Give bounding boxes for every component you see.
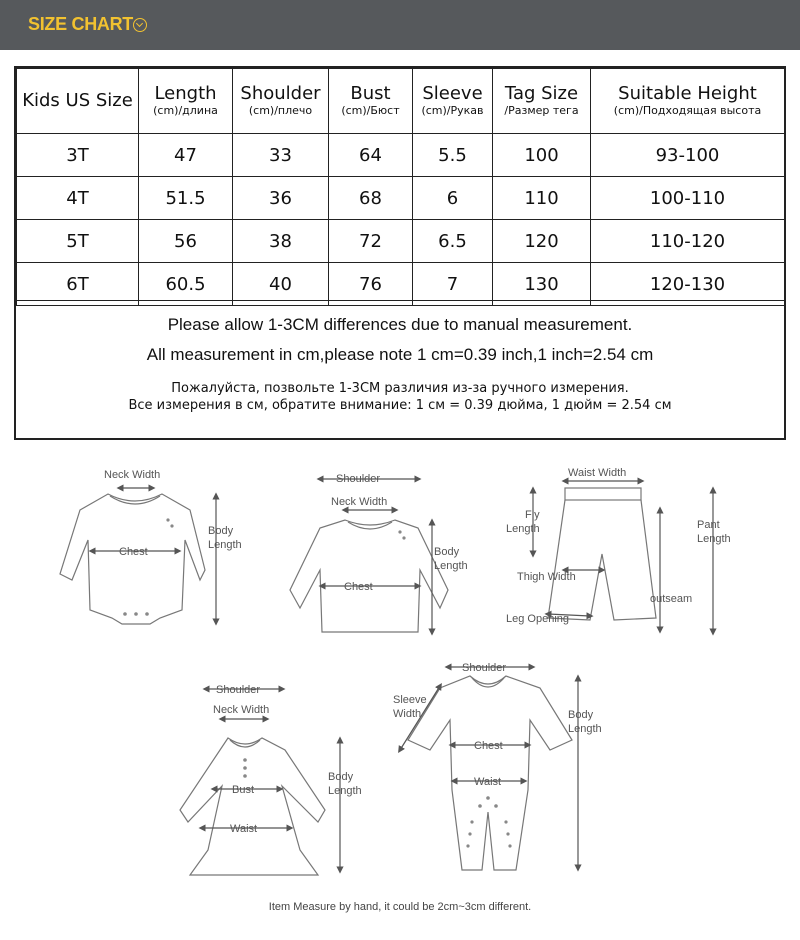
dress-body-label: Body bbox=[328, 771, 354, 783]
chevron-down-circle-icon bbox=[133, 18, 147, 32]
header-bar bbox=[0, 0, 800, 50]
note-russian-2: Все измерения в см, обратите внимание: 1 см = 0.39 дюйма, 1 дюйм = 2.54 см bbox=[128, 398, 672, 413]
note-russian-1: Пожалуйста, позвольте 1-3CM различия из-за ручного измерения. bbox=[171, 381, 629, 396]
romper-shoulder-label: Shoulder bbox=[462, 662, 507, 674]
romper-waist-label: Waist bbox=[474, 776, 502, 788]
table-cell: 6 bbox=[413, 177, 493, 220]
table-cell: 93-100 bbox=[591, 134, 785, 177]
pants-waist-label: Waist Width bbox=[568, 467, 627, 479]
dress-bust-label: Bust bbox=[232, 784, 255, 796]
footer-note: Item Measure by hand, it could be 2cm~3cm different. bbox=[268, 901, 532, 913]
table-cell: 38 bbox=[233, 220, 329, 263]
table-row bbox=[17, 134, 785, 177]
romper-chest-label: Chest bbox=[474, 740, 503, 752]
table-cell: 3T bbox=[17, 134, 139, 177]
dress-shoulder-label: Shoulder bbox=[216, 684, 261, 696]
shirt-length-label: Length bbox=[434, 560, 468, 572]
note-english-2: All measurement in cm,please note 1 cm=0.39 inch,1 inch=2.54 cm bbox=[146, 345, 654, 364]
shirt-shoulder-label: Shoulder bbox=[336, 473, 381, 485]
dress-diagram bbox=[180, 689, 340, 875]
pants-outline bbox=[548, 500, 656, 620]
table-row bbox=[17, 220, 785, 263]
table-cell: 110-120 bbox=[591, 220, 785, 263]
table-cell: 130 bbox=[493, 263, 591, 306]
romper-diagram bbox=[400, 667, 578, 870]
column-header: Bust (cm)/Бюст bbox=[329, 69, 413, 134]
romper-length-label: Length bbox=[568, 723, 602, 735]
table-cell: 120 bbox=[493, 220, 591, 263]
column-header: Shoulder (cm)/плечо bbox=[233, 69, 329, 134]
table-cell: 6.5 bbox=[413, 220, 493, 263]
romper-body-label: Body bbox=[568, 709, 594, 721]
shirt-neck-label: Neck Width bbox=[331, 496, 388, 508]
table-cell: 64 bbox=[329, 134, 413, 177]
romper-outline bbox=[408, 676, 572, 870]
table-cell: 110 bbox=[493, 177, 591, 220]
column-header: Length (cm)/длина bbox=[139, 69, 233, 134]
pants-thigh-label: Thigh Width bbox=[517, 571, 576, 583]
table-row bbox=[17, 177, 785, 220]
table-cell: 5T bbox=[17, 220, 139, 263]
pants-waistband bbox=[565, 488, 641, 500]
bodysuit-collar bbox=[110, 496, 160, 504]
table-cell: 100 bbox=[493, 134, 591, 177]
dress-outline bbox=[180, 738, 325, 875]
pants-diagram bbox=[533, 481, 713, 632]
table-cell: 4T bbox=[17, 177, 139, 220]
pants-outseam-label: outseam bbox=[650, 593, 693, 605]
table-cell: 60.5 bbox=[139, 263, 233, 306]
pants-pant-label: Pant bbox=[697, 519, 720, 531]
table-cell: 72 bbox=[329, 220, 413, 263]
romper-sleeve-label: Sleeve bbox=[393, 694, 427, 706]
table-cell: 36 bbox=[233, 177, 329, 220]
bodysuit-chest-label: Chest bbox=[119, 546, 148, 558]
column-header: Tag Size /Размер тега bbox=[493, 69, 591, 134]
table-cell: 47 bbox=[139, 134, 233, 177]
table-cell: 68 bbox=[329, 177, 413, 220]
header-title: SIZE CHART bbox=[28, 14, 134, 34]
bodysuit-length-label: Length bbox=[208, 539, 242, 551]
table-header-row bbox=[17, 69, 785, 134]
table-cell: 33 bbox=[233, 134, 329, 177]
measurement-notes bbox=[16, 300, 784, 439]
size-chart-box bbox=[14, 66, 786, 440]
table-cell: 76 bbox=[329, 263, 413, 306]
column-header: Kids US Size bbox=[17, 69, 139, 134]
table-cell: 56 bbox=[139, 220, 233, 263]
pants-pant-length-label: Length bbox=[697, 533, 731, 545]
shirt-outline bbox=[290, 520, 448, 632]
table-cell: 100-110 bbox=[591, 177, 785, 220]
table-cell: 120-130 bbox=[591, 263, 785, 306]
bodysuit-body-label: Body bbox=[208, 525, 234, 537]
bodysuit-neck-label: Neck Width bbox=[104, 469, 161, 481]
pants-leg-label: Leg Opening bbox=[506, 613, 569, 625]
dress-length-label: Length bbox=[328, 785, 362, 797]
table-cell: 6T bbox=[17, 263, 139, 306]
column-header: Sleeve (cm)/Рукав bbox=[413, 69, 493, 134]
romper-sleeve-width-label: Width bbox=[393, 708, 422, 720]
shirt-chest-label: Chest bbox=[344, 581, 373, 593]
dress-waist-label: Waist bbox=[230, 823, 258, 835]
measurement-diagrams bbox=[0, 450, 800, 900]
note-english-1: Please allow 1-3CM differences due to manual measurement. bbox=[167, 315, 633, 334]
pants-fly-length-label: Length bbox=[506, 523, 540, 535]
column-header: Suitable Height (cm)/Подходящая высота bbox=[591, 69, 785, 134]
shirt-body-label: Body bbox=[434, 546, 460, 558]
table-cell: 5.5 bbox=[413, 134, 493, 177]
table-cell: 51.5 bbox=[139, 177, 233, 220]
pants-fly-label: Fly bbox=[525, 509, 540, 521]
dress-neck-label: Neck Width bbox=[213, 704, 270, 716]
bodysuit-outline bbox=[60, 494, 205, 624]
table-cell: 7 bbox=[413, 263, 493, 306]
romper-collar bbox=[472, 678, 504, 687]
size-table bbox=[16, 68, 785, 306]
table-cell: 40 bbox=[233, 263, 329, 306]
